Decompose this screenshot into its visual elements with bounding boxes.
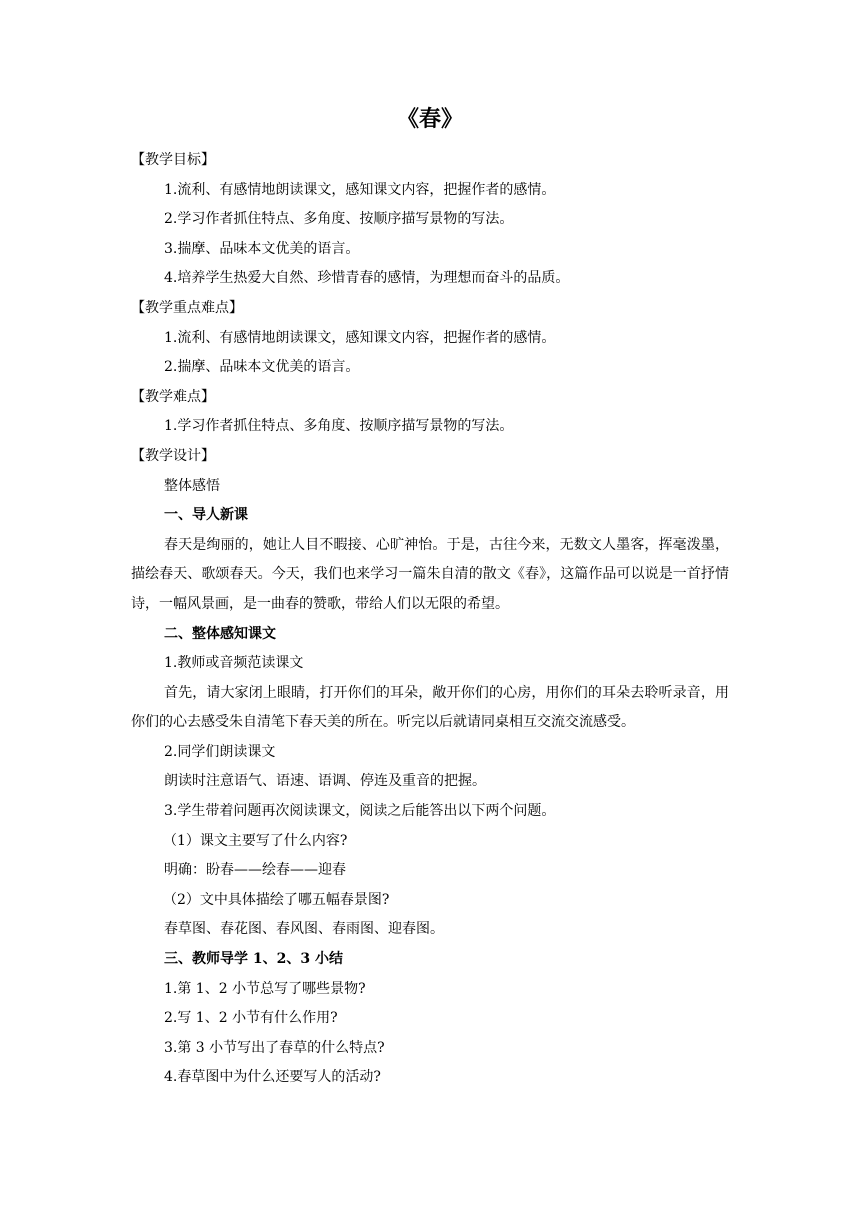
sec3-item: 1.第 1、2 小节总写了哪些景物? [164, 980, 366, 997]
overall-label: 整体感悟 [164, 477, 220, 494]
sec2-paragraph: 首先，请大家闭上眼睛，打开你们的耳朵，敞开你们的心房，用你们的耳朵去聆听录音，用你们的心去感受朱自清笔下春天美的所在。听完以后就请同桌相互交流交流感受。 [131, 684, 729, 731]
document-body [131, 146, 729, 1093]
question: （1）课文主要写了什么内容? [163, 832, 348, 849]
key-point-item: 1.流利、有感情地朗读课文，感知课文内容，把握作者的感情。 [164, 329, 556, 346]
section-heading-design: 【教学设计】 [131, 447, 215, 464]
goal-item: 2.学习作者抓住特点、多角度、按顺序描写景物的写法。 [164, 211, 514, 228]
goal-item: 4.培养学生热爱大自然、珍惜青春的感情，为理想而奋斗的品质。 [164, 270, 570, 287]
section-heading-goals: 【教学目标】 [131, 152, 215, 168]
goal-item: 3.揣摩、品味本文优美的语言。 [164, 240, 360, 257]
sec3-item: 4.春草图中为什么还要写人的活动? [164, 1069, 381, 1086]
question: （2）文中具体描绘了哪五幅春景图? [163, 891, 390, 908]
page-title: 《春》 [396, 106, 463, 132]
sec2-heading: 二、整体感知课文 [164, 625, 276, 642]
sec1-heading: 一、导人新课 [164, 507, 248, 524]
sec2-item: 1.教师或音频范读课文 [164, 655, 304, 672]
section-heading-difficult-points: 【教学难点】 [131, 388, 215, 405]
sec2-item: 3.学生带着问题再次阅读课文，阅读之后能答出以下两个问题。 [164, 803, 556, 820]
sec3-item: 2.写 1、2 小节有什么作用? [164, 1010, 338, 1027]
sec3-item: 3.第 3 小节写出了春草的什么特点? [164, 1039, 385, 1056]
difficult-point-item: 1.学习作者抓住特点、多角度、按顺序描写景物的写法。 [164, 418, 514, 435]
goal-item: 1.流利、有感情地朗读课文，感知课文内容，把握作者的感情。 [164, 181, 556, 198]
sec3-heading: 三、教师导学 1、2、3 小结 [164, 951, 343, 968]
sec2-paragraph: 朗读时注意语气、语速、语调、停连及重音的把握。 [164, 773, 486, 790]
sec2-item: 2.同学们朗读课文 [164, 743, 276, 760]
answer: 春草图、春花图、春风图、春雨图、迎春图。 [164, 921, 444, 938]
key-point-item: 2.揣摩、品味本文优美的语言。 [164, 359, 360, 376]
answer: 明确：盼春——绘春——迎春 [164, 862, 346, 879]
section-heading-key-points: 【教学重点难点】 [131, 299, 243, 316]
sec1-paragraph: 春天是绚丽的，她让人目不暇接、心旷神怡。于是，古往今来，无数文人墨客，挥毫泼墨，描绘春天、歌颂春天。今天，我们也来学习一篇朱自清的散文《春》，这篇作品可以说是一首抒情诗，一幅风景画，是一曲春的赞歌，带给人们以无限的希望。 [131, 536, 729, 612]
